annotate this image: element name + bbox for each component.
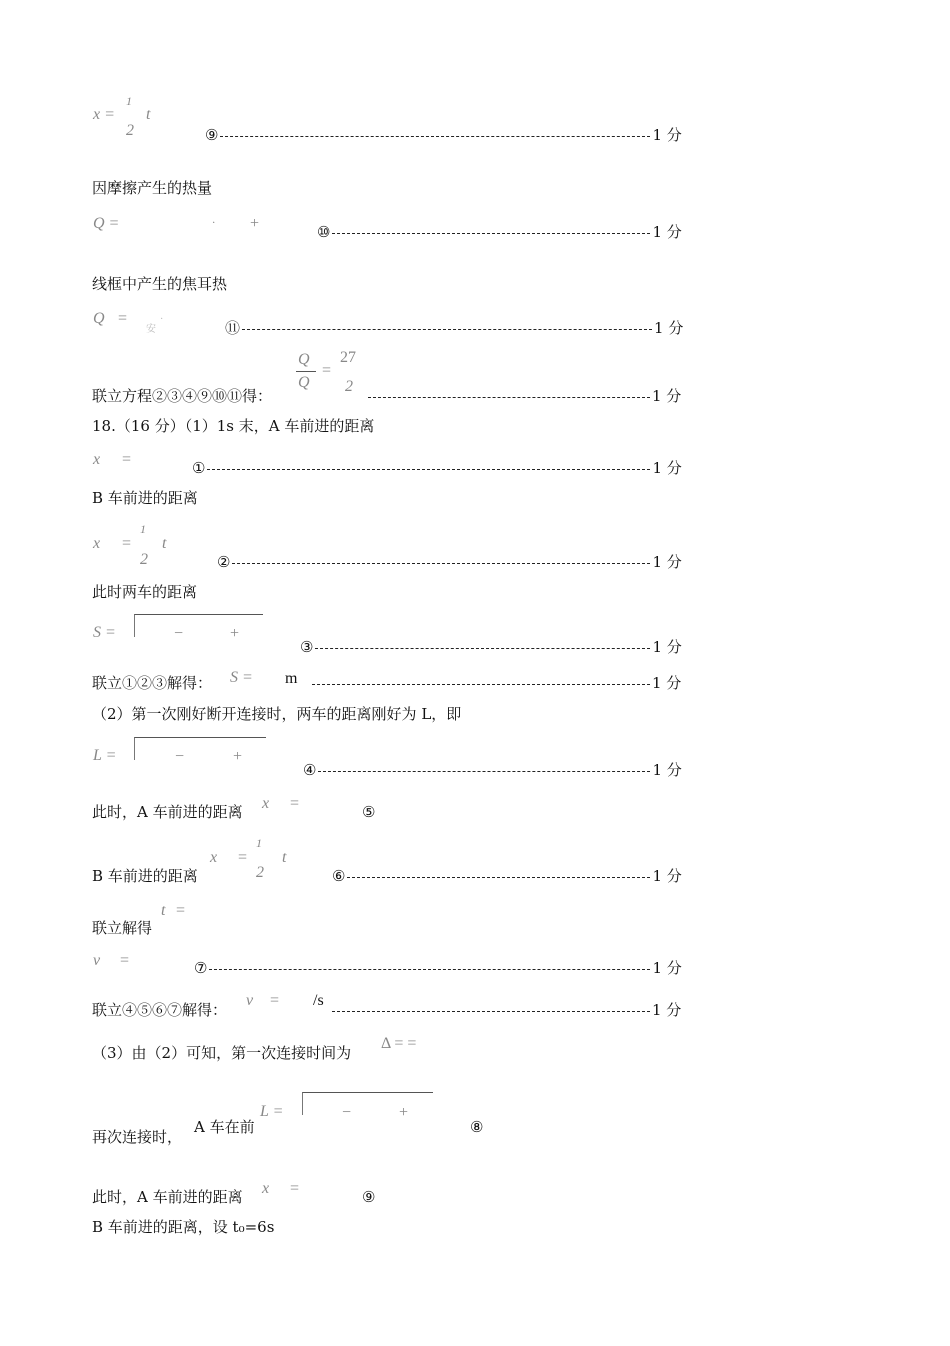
eq11-lhs: Q xyxy=(93,310,105,327)
eq11-marker: ⑪ xyxy=(225,319,241,337)
eq4-score: 1 分 xyxy=(652,761,682,779)
eq3-sqrt xyxy=(134,614,263,637)
combine1-eq: = xyxy=(322,362,332,379)
part3-math: Δ = = xyxy=(381,1035,417,1052)
solve4567-score: 1 分 xyxy=(652,1001,682,1019)
solve123-score: 1 分 xyxy=(652,674,682,692)
eq11-eq: = xyxy=(118,310,128,327)
solve123-text: 联立①②③解得： xyxy=(92,674,213,692)
eq9b-text: 此时，A 车前进的距离 xyxy=(92,1188,243,1206)
eq6-var: t xyxy=(282,849,287,866)
two-car-distance-label: 此时两车的距离 xyxy=(92,583,198,601)
eq3-score-line xyxy=(300,638,685,656)
eq4-minus: − xyxy=(175,748,185,765)
eq2-var: t xyxy=(162,535,167,552)
eq11-dot: · xyxy=(160,314,164,325)
solve4567-score-line xyxy=(330,1001,685,1019)
eq3-lhs: S = xyxy=(93,624,116,641)
solve123-unit: m xyxy=(285,670,298,687)
eq9-den: 2 xyxy=(126,122,134,139)
combine1-rden: 2 xyxy=(345,378,353,395)
solve-t-var: t xyxy=(161,902,166,919)
b-distance-label: B 车前进的距离 xyxy=(92,489,198,507)
solve123-var: S = xyxy=(230,669,253,686)
heat-friction-label: 因摩擦产生的热量 xyxy=(92,179,213,197)
eq2-num: 1 xyxy=(140,522,146,536)
combine1-score: 1 分 xyxy=(652,387,682,405)
eq9-lhs: x = xyxy=(93,106,115,123)
eq10-score-line xyxy=(317,223,685,241)
eq11-score: 1 分 xyxy=(654,319,684,337)
eq2-eq: = xyxy=(122,535,132,552)
eq10-score: 1 分 xyxy=(652,223,682,241)
eq3-plus: + xyxy=(230,625,240,642)
part3-text: （3）由（2）可知，第一次连接时间为 xyxy=(92,1044,352,1062)
eq3-score: 1 分 xyxy=(652,638,682,656)
eq3-minus: − xyxy=(174,625,184,642)
eq6-marker: ⑥ xyxy=(332,867,346,885)
combine1-num: Q xyxy=(298,351,310,368)
eq10-plus: + xyxy=(250,215,260,232)
eq6-den: 2 xyxy=(256,864,264,881)
combine1-text: 联立方程②③④⑨⑩⑪得： xyxy=(92,387,273,405)
eq2-score-line xyxy=(217,553,685,571)
eq8-minus: − xyxy=(342,1104,352,1121)
eq9b-lhs: x xyxy=(262,1180,270,1197)
eq9b-eq: = xyxy=(290,1180,300,1197)
eq10-marker: ⑩ xyxy=(317,223,331,241)
last-line: B 车前进的距离，设 t₀=6s xyxy=(92,1218,275,1236)
eq10-lhs: Q = xyxy=(93,215,120,232)
eq6-text: B 车前进的距离 xyxy=(92,867,198,885)
eq7-score: 1 分 xyxy=(652,959,682,977)
eq7-score-line xyxy=(194,959,685,977)
eq4-plus: + xyxy=(233,748,243,765)
combine1-score-line xyxy=(366,387,685,405)
solve4567-eq: = xyxy=(270,992,280,1009)
eq5-eq: = xyxy=(290,795,300,812)
part2-text: （2）第一次刚好断开连接时，两车的距离刚好为 L，即 xyxy=(92,705,462,723)
eq4-lhs: L = xyxy=(93,747,117,764)
eq4-score-line xyxy=(303,761,685,779)
eq2-marker: ② xyxy=(217,553,231,571)
eq8-plus: + xyxy=(399,1104,409,1121)
eq8-marker: ⑧ xyxy=(470,1118,484,1136)
solve123-score-line xyxy=(310,674,685,692)
eq4-sqrt xyxy=(134,737,266,760)
solve-t-eq: = xyxy=(176,902,186,919)
eq1-marker: ① xyxy=(192,459,206,477)
eq5-lhs: x xyxy=(262,795,270,812)
eq9-num: 1 xyxy=(126,94,132,108)
eq7-eq: = xyxy=(120,952,130,969)
eq11-score-line xyxy=(225,319,685,337)
eq9-score-line xyxy=(205,126,685,144)
eq10-mid: · xyxy=(212,215,215,229)
eq8-text2: A 车在前 xyxy=(194,1118,255,1136)
eq9b-marker: ⑨ xyxy=(362,1188,376,1206)
eq7-lhs: v xyxy=(93,952,101,969)
combine1-den: Q xyxy=(298,374,310,391)
solve-t-text: 联立解得 xyxy=(92,919,153,937)
eq4-marker: ④ xyxy=(303,761,317,779)
eq9-var: t xyxy=(146,106,151,123)
eq2-lhs: x xyxy=(93,535,101,552)
eq5-marker: ⑤ xyxy=(362,803,376,821)
eq5-text: 此时，A 车前进的距离 xyxy=(92,803,243,821)
eq6-score-line xyxy=(332,867,685,885)
q18-header: 18.（16 分）（1）1s 末，A 车前进的距离 xyxy=(92,417,375,435)
eq1-lhs: x xyxy=(93,451,101,468)
eq8-text: 再次连接时， xyxy=(92,1128,183,1146)
combine1-rnum: 27 xyxy=(340,349,356,366)
eq2-den: 2 xyxy=(140,551,148,568)
eq8-lhs: L = xyxy=(260,1103,284,1120)
eq1-score-line xyxy=(192,459,685,477)
eq1-score: 1 分 xyxy=(652,459,682,477)
eq11-sub: 安 xyxy=(146,324,156,335)
eq2-score: 1 分 xyxy=(652,553,682,571)
eq3-marker: ③ xyxy=(300,638,314,656)
solve4567-unit: /s xyxy=(313,992,324,1009)
eq7-marker: ⑦ xyxy=(194,959,208,977)
eq1-eq: = xyxy=(122,451,132,468)
solve4567-text: 联立④⑤⑥⑦解得： xyxy=(92,1001,228,1019)
eq9-marker: ⑨ xyxy=(205,126,219,144)
eq9-score: 1 分 xyxy=(652,126,682,144)
eq6-lhs: x xyxy=(210,849,218,866)
joule-heat-label: 线框中产生的焦耳热 xyxy=(92,275,228,293)
eq6-score: 1 分 xyxy=(652,867,682,885)
eq8-sqrt xyxy=(302,1092,433,1115)
eq6-eq: = xyxy=(238,849,248,866)
eq6-num: 1 xyxy=(256,836,262,850)
solve4567-var: v xyxy=(246,992,254,1009)
